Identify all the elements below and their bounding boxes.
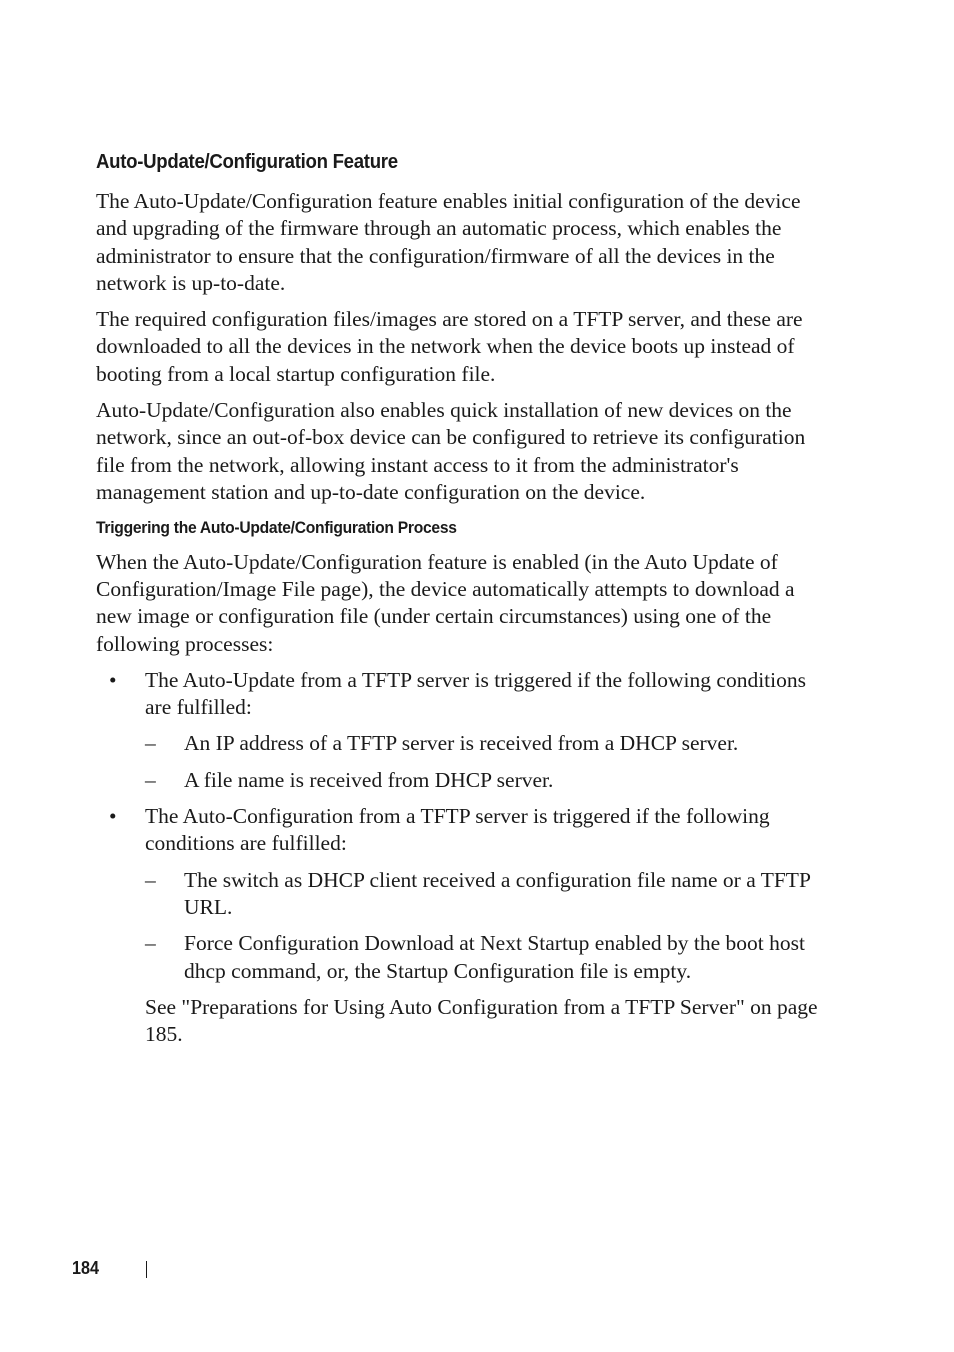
bullet-mark: •	[109, 804, 117, 829]
process-list	[96, 667, 826, 985]
list-item	[145, 867, 826, 922]
footer-divider	[146, 1261, 147, 1278]
paragraph-1: The Auto-Update/Configuration feature enables initial configuration of the device and upgrading of the firmware through an automatic process, which enables the administrator to ensure that the configuration/firmware of all the devices in the network is up-to-date.	[96, 189, 801, 295]
subsection-heading: Triggering the Auto-Update/Configuration Process	[96, 518, 457, 538]
dash-mark: –	[145, 767, 156, 792]
page-number: 184	[72, 1258, 100, 1278]
condition-list	[145, 867, 826, 985]
condition-text: An IP address of a TFTP server is received from a DHCP server.	[184, 731, 739, 756]
bullet-text: The Auto-Update from a TFTP server is triggered if the following conditions are fulfilled:	[145, 667, 806, 720]
dash-mark: –	[145, 867, 156, 892]
bullet-text: The Auto-Configuration from a TFTP server is triggered if the following conditions are fulfilled:	[145, 804, 770, 856]
paragraph-3: Auto-Update/Configuration also enables quick installation of new devices on the network, since an out-of-box device can be configured to retrieve its configuration file from the network, allowing instant access to it from the administrator's management station and up-to-date configuration on the device.	[96, 398, 806, 504]
list-item	[145, 730, 826, 757]
see-also-reference: See "Preparations for Using Auto Configuration from a TFTP Server" on page 185.	[145, 994, 818, 1047]
bullet-mark: •	[109, 667, 117, 692]
condition-text: The switch as DHCP client received a configuration file name or a TFTP URL.	[184, 867, 811, 919]
list-item	[145, 767, 826, 794]
intro-paragraph: When the Auto-Update/Configuration feature is enabled (in the Auto Update of Configuration/Image File page), the device automatically attempts to download a new image or configuration file (under certain circumstances) using one of the following processes:	[96, 549, 795, 656]
list-item	[96, 667, 826, 794]
page-content	[96, 150, 826, 1048]
dash-mark: –	[145, 731, 156, 756]
condition-text: Force Configuration Download at Next Startup enabled by the boot host dhcp command, or, the Startup Configuration file is empty.	[184, 931, 805, 983]
section-heading: Auto-Update/Configuration Feature	[96, 151, 398, 173]
paragraph-2: The required configuration files/images are stored on a TFTP server, and these are downloaded to all the devices in the network when the device boots up instead of booting from a local startup configuration file.	[96, 307, 803, 386]
dash-mark: –	[145, 931, 156, 956]
condition-list	[145, 730, 826, 794]
list-item	[96, 803, 826, 985]
list-item	[145, 930, 826, 985]
condition-text: A file name is received from DHCP server.	[184, 767, 554, 792]
